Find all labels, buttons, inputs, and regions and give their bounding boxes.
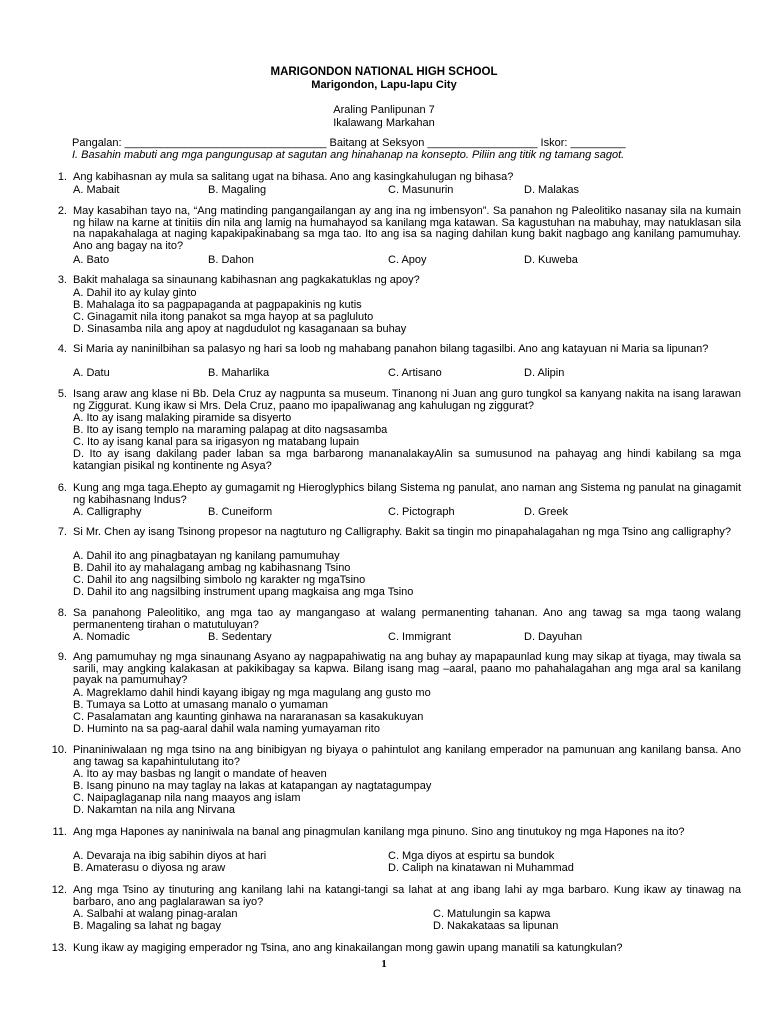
- choice-row: [73, 185, 741, 197]
- answer-choice[interactable]: D. Greek: [524, 506, 569, 518]
- answer-choice[interactable]: C. Immigrant: [388, 631, 451, 643]
- answer-choice[interactable]: A. Calligraphy: [73, 506, 142, 518]
- answer-choice[interactable]: C. Artisano: [388, 367, 442, 379]
- answer-choice[interactable]: B. Maharlika: [208, 367, 270, 379]
- choice-row: [73, 255, 741, 267]
- answer-choice[interactable]: D. Dayuhan: [524, 631, 583, 643]
- answer-choice[interactable]: C. Naipaglaganap nila nang maayos ang islam: [73, 792, 301, 804]
- question-number: 9.: [57, 651, 67, 663]
- answer-choice[interactable]: B. Cuneiform: [208, 506, 273, 518]
- question-stem: Ang kabihasnan ay mula sa salitang ugat na bihasa. Ano ang kasingkahulugan ng bihasa?: [73, 171, 514, 183]
- answer-choice[interactable]: B. Dahon: [208, 254, 254, 266]
- page-number: 1: [381, 958, 387, 970]
- answer-choice[interactable]: D. Alipin: [524, 367, 565, 379]
- question-number: 5.: [57, 388, 67, 400]
- question-number: 3.: [57, 274, 67, 286]
- school-name: MARIGONDON NATIONAL HIGH SCHOOL: [270, 66, 498, 78]
- answer-choice[interactable]: A. Dahil ito ay kulay ginto: [73, 287, 197, 299]
- answer-choice[interactable]: A. Dahil ito ang pinagbatayan ng kanilang pamumuhay: [73, 550, 340, 562]
- answer-choice[interactable]: C. Masunurin: [388, 184, 454, 196]
- answer-choice[interactable]: D. Dahil ito ang nagsilbing instrument upang magkaisa ang mga Tsino: [73, 586, 414, 598]
- answer-choice[interactable]: B. Magaling sa lahat ng bagay: [73, 920, 221, 932]
- answer-choice[interactable]: B. Sedentary: [208, 631, 272, 643]
- answer-choice[interactable]: D. Caliph na kinatawan ni Muhammad: [388, 862, 574, 874]
- question-number: 6.: [57, 482, 67, 494]
- answer-choice[interactable]: C. Apoy: [388, 254, 427, 266]
- question-number: 12.: [51, 884, 67, 896]
- answer-choice[interactable]: A. Datu: [73, 367, 110, 379]
- answer-choice[interactable]: C. Ito ay isang kanal para sa irigasyon ng matabang lupain: [73, 436, 360, 448]
- subject-title: Araling Panlipunan 7: [333, 104, 435, 116]
- question-number: 13.: [51, 942, 67, 954]
- answer-choice[interactable]: C. Pasalamatan ang kaunting ginhawa na nararanasan sa kasakukuyan: [73, 711, 424, 723]
- answer-choice[interactable]: D. Nakakataas sa lipunan: [433, 920, 559, 932]
- choice-row: [73, 921, 741, 933]
- answer-choice[interactable]: C. Pictograph: [388, 506, 455, 518]
- question-stem: Ang pamumuhay ng mga sinaunang Asyano ay nagpapahiwatig na ang buhay ay mapapaunlad kung may sikap at tiyaga, may tiwala sa sarili, may angking kalakasan at pakikibagay sa kapwa. Bilang isang mag –aaral, paano mo pahahalagahan ang mga aral sa kanilang payak na pamumuhay?: [73, 651, 741, 687]
- question-stem: Isang araw ang klase ni Bb. Dela Cruz ay nagpunta sa museum. Tinanong ni Juan ang guro tungkol sa kanyang nakita na isang larawan ng Ziggurat. Kung ikaw si Mrs. Dela Cruz, paano mo ipapaliwanag ang kahulugan ng ziggurat?: [73, 388, 741, 412]
- answer-choice[interactable]: A. Ito ay isang malaking piramide sa disyerto: [73, 412, 292, 424]
- answer-choice[interactable]: A. Devaraja na ibig sabihin diyos at hari: [73, 850, 267, 862]
- choice-row: [73, 863, 741, 875]
- question-stem: Ang mga Hapones ay naniniwala na banal ang pinagmulan kanilang mga pinuno. Sino ang tinutukoy ng mga Hapones na ito?: [73, 826, 685, 838]
- question-stem: Si Mr. Chen ay isang Tsinong propesor na nagtuturo ng Calligraphy. Bakit sa tingin mo pinapahalagahan ng mga Tsino ang calligraphy?: [73, 526, 731, 538]
- choice-row: [73, 368, 741, 380]
- answer-choice[interactable]: D. Malakas: [524, 184, 580, 196]
- answer-choice[interactable]: B. Amaterasu o diyosa ng araw: [73, 862, 226, 874]
- answer-choice[interactable]: B. Dahil ito ay mahalagang ambag ng kabihasnang Tsino: [73, 562, 351, 574]
- answer-choice[interactable]: B. Mahalaga ito sa pagpapaganda at pagpapakinis ng kutis: [73, 299, 362, 311]
- answer-choice[interactable]: A. Mabait: [73, 184, 120, 196]
- answer-choice[interactable]: D. Huminto na sa pag-aaral dahil wala naming yumayaman rito: [73, 723, 380, 735]
- question-number: 4.: [57, 343, 67, 355]
- question-stem: Pinaniniwalaan ng mga tsino na ang binibigyan ng biyaya o pahintulot ang kanilang emperador na pamunuan ang kanilang bansa. Ano ang tawag sa kapahintulutang ito?: [73, 744, 741, 768]
- choice-row: [73, 632, 741, 644]
- answer-choice[interactable]: A. Nomadic: [73, 631, 130, 643]
- question-number: 7.: [57, 526, 67, 538]
- answer-choice[interactable]: D. Ito ay isang dakilang pader laban sa mga barbarong mananalakayAlin sa sumusunod na pahayag ang hindi kabilang sa mga katangian pisikal ng kontinente ng Asya?: [73, 448, 741, 472]
- answer-choice[interactable]: A. Bato: [73, 254, 110, 266]
- choice-row: [73, 507, 741, 519]
- question-number: 11.: [52, 826, 67, 838]
- answer-choice[interactable]: D. Sinasamba nila ang apoy at nagdudulot ng kasaganaan sa buhay: [73, 323, 407, 335]
- answer-choice[interactable]: C. Matulungin sa kapwa: [433, 908, 551, 920]
- question-stem: Bakit mahalaga sa sinaunang kabihasnan ang pagkakatuklas ng apoy?: [73, 274, 420, 286]
- question-stem: Ang mga Tsino ay tinuturing ang kanilang lahi na katangi-tangi sa lahat at ang ibang lahi ay mga barbaro. Kung ikaw ay tinawag na barbaro, ano ang paglalarawan sa iyo?: [73, 884, 741, 908]
- answer-choice[interactable]: C. Mga diyos at espirtu sa bundok: [388, 850, 555, 862]
- answer-choice[interactable]: B. Tumaya sa Lotto at umasang manalo o yumaman: [73, 699, 328, 711]
- question-stem: Kung ang mga taga.Ehepto ay gumagamit ng Hieroglyphics bilang Sistema ng panulat, ano naman ang Sistema ng panulat na ginagamit ng kabihasnang Indus?: [73, 482, 741, 506]
- answer-choice[interactable]: B. Ito ay isang templo na maraming palapag at dito nagsasamba: [73, 424, 388, 436]
- answer-choice[interactable]: D. Nakamtan na nila ang Nirvana: [73, 804, 236, 816]
- answer-choice[interactable]: B. Isang pinuno na may taglay na lakas at katapangan ay nagtatagumpay: [73, 780, 432, 792]
- question-number: 10.: [51, 744, 67, 756]
- answer-choice[interactable]: A. Ito ay may basbas ng langit o mandate of heaven: [73, 768, 327, 780]
- answer-choice[interactable]: A. Magreklamo dahil hindi kayang ibigay ng mga magulang ang gusto mo: [73, 687, 431, 699]
- answer-choice[interactable]: C. Dahil ito ang nagsilbing simbolo ng karakter ng mgaTsino: [73, 574, 366, 586]
- answer-choice[interactable]: C. Ginagamit nila itong panakot sa mga hayop at sa pagluluto: [73, 311, 374, 323]
- quarter-title: Ikalawang Markahan: [333, 117, 435, 129]
- question-number: 8.: [57, 607, 67, 619]
- question-number: 2.: [57, 205, 67, 217]
- student-info-line: Pangalan: _________________________________ Baitang at Seksyon __________________ Iskor: _________: [72, 137, 626, 149]
- answer-choice[interactable]: A. Salbahi at walang pinag-aralan: [73, 908, 238, 920]
- question-stem: Si Maria ay naninilbihan sa palasyo ng hari sa loob ng mahabang panahon bilang tagasilbi. Ano ang katayuan ni Maria sa lipunan?: [73, 343, 709, 355]
- school-city: Marigondon, Lapu-lapu City: [311, 79, 457, 91]
- instructions: I. Basahin mabuti ang mga pangungusap at sagutan ang hinahanap na konsepto. Piliin ang titik ng tamang sagot.: [72, 149, 625, 161]
- answer-choice[interactable]: D. Kuweba: [524, 254, 578, 266]
- question-number: 1.: [57, 171, 67, 183]
- answer-choice[interactable]: B. Magaling: [208, 184, 267, 196]
- question-stem: Kung ikaw ay magiging emperador ng Tsina, ano ang kinakailangan mong gawin upang manatili sa katungkulan?: [73, 942, 623, 954]
- question-stem: May kasabihan tayo na, “Ang matinding pangangailangan ay ang ina ng imbensyon”. Sa panahon ng Paleolitiko nasanay sila na kumain ng hilaw na karne at tinitiis din nila ang lamig na humahayod sa kanilang mga katawan. Sa kagustuhan na mabuhay, may natuklasan sila na napakahalaga at naging kapakipakinabang sa mga tao. Ito ang isa sa naging dahilan kung bakit nagbago ang kanilang pamumuhay. Ano ang bagay na ito?: [73, 205, 741, 252]
- question-stem: Sa panahong Paleolitiko, ang mga tao ay mangangaso at walang permanenting tahanan. Ano ang tawag sa mga taong walang permanenteng tirahan o matutuluyan?: [73, 607, 741, 631]
